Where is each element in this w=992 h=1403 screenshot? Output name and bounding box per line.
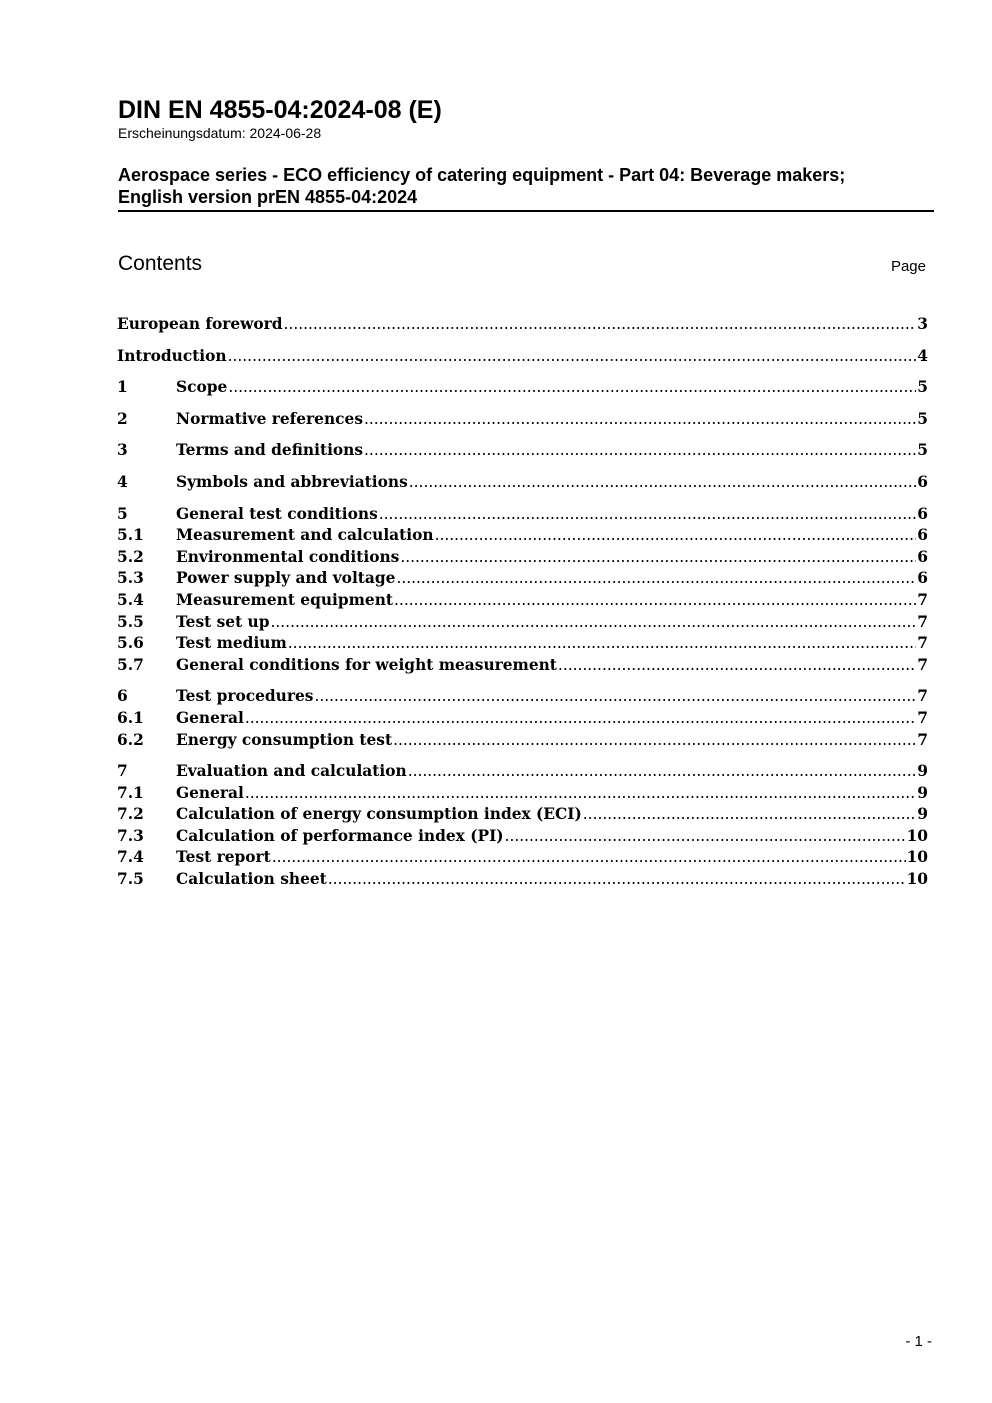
toc-entry[interactable]: [117, 708, 928, 730]
toc-entry-page: 5: [917, 378, 928, 397]
toc-dot-leader: [245, 708, 916, 730]
document-title-line-1: Aerospace series - ECO efficiency of catering equipment - Part 04: Beverage makers;: [118, 165, 846, 185]
toc-dot-leader: [396, 568, 916, 590]
toc-dot-leader: [408, 761, 917, 783]
toc-dot-leader: [583, 804, 917, 826]
toc-entry-number: 5: [117, 504, 128, 523]
toc-entry-number: 7: [117, 762, 128, 781]
toc-entry-title: Calculation of performance index (PI): [176, 826, 504, 845]
toc-entry-number: 6.1: [117, 708, 144, 727]
toc-entry-page: 9: [917, 762, 928, 781]
toc-entry[interactable]: [117, 761, 928, 783]
toc-entry-title: Calculation of energy consumption index (ECI): [176, 805, 582, 824]
toc-entry-number: 5.4: [117, 590, 144, 609]
toc-entry[interactable]: [117, 804, 928, 826]
toc-entry-number: 5.5: [117, 612, 144, 631]
toc-entry[interactable]: [117, 409, 928, 431]
toc-entry-title: Test medium: [176, 634, 287, 653]
toc-entry[interactable]: [117, 547, 928, 569]
toc-entry[interactable]: [117, 783, 928, 805]
toc-entry-title: Power supply and voltage: [176, 569, 396, 588]
toc-entry-number: 1: [117, 378, 128, 397]
toc-entry-number: 5.3: [117, 569, 144, 588]
toc-dot-leader: [245, 783, 916, 805]
toc-entry[interactable]: [117, 568, 928, 590]
toc-entry-number: 4: [117, 472, 128, 491]
toc-dot-leader: [288, 633, 917, 655]
toc-entry[interactable]: [117, 504, 928, 526]
toc-entry-number: 5.1: [117, 526, 144, 545]
toc-entry-page: 9: [917, 805, 928, 824]
toc-entry-title: Measurement and calculation: [176, 526, 434, 545]
toc-entry-page: 10: [906, 848, 928, 867]
toc-entry-title: Evaluation and calculation: [176, 762, 407, 781]
toc-entry-page: 5: [917, 441, 928, 460]
toc-entry-title: General: [176, 783, 244, 802]
toc-entry-number: 5.7: [117, 655, 144, 674]
toc-entry-title: Energy consumption test: [176, 730, 393, 749]
publication-date: Erscheinungsdatum: 2024-06-28: [118, 125, 322, 141]
toc-entry-number: 3: [117, 441, 128, 460]
document-header: [118, 96, 934, 212]
toc-dot-leader: [400, 547, 916, 569]
toc-entry-number: 7.2: [117, 805, 144, 824]
toc-entry-number: 7.3: [117, 826, 144, 845]
toc-entry[interactable]: [117, 346, 928, 368]
toc-entry-page: 6: [917, 504, 928, 523]
toc-entry-page: 7: [917, 655, 928, 674]
toc-entry-title: Symbols and abbreviations: [176, 472, 408, 491]
toc-entry-page: 7: [917, 634, 928, 653]
toc-dot-leader: [284, 314, 917, 336]
page-number: - 1 -: [905, 1333, 932, 1350]
toc-entry[interactable]: [117, 612, 928, 634]
toc-entry-number: 2: [117, 409, 128, 428]
document-title: [118, 164, 934, 212]
toc-entry[interactable]: [117, 472, 928, 494]
toc-entry-title: Test procedures: [176, 687, 314, 706]
toc-entry-number: 7.4: [117, 848, 144, 867]
toc-entry-title: Calculation sheet: [176, 870, 327, 889]
toc-entry-number: 6.2: [117, 730, 144, 749]
toc-entry-page: 6: [917, 472, 928, 491]
toc-dot-leader: [228, 377, 916, 399]
toc-entry-title: General conditions for weight measurement: [176, 655, 557, 674]
toc-entry-number: 5.2: [117, 547, 144, 566]
toc-entry-page: 6: [917, 569, 928, 588]
toc-entry-title: Introduction: [117, 346, 227, 365]
toc-entry-number: 7.5: [117, 870, 144, 889]
toc-entry-page: 10: [906, 826, 928, 845]
toc-entry[interactable]: [117, 314, 928, 336]
toc-dot-leader: [328, 869, 906, 891]
toc-dot-leader: [558, 655, 916, 677]
toc-entry-title: Test set up: [176, 612, 270, 631]
toc-entry-page: 6: [917, 526, 928, 545]
document-id: DIN EN 4855-04:2024-08 (E): [118, 96, 442, 124]
toc-entry-title: Terms and definitions: [176, 441, 364, 460]
toc-entry[interactable]: [117, 633, 928, 655]
toc-entry[interactable]: [117, 440, 928, 462]
toc-entry[interactable]: [117, 525, 928, 547]
toc-entry-title: Measurement equipment: [176, 590, 394, 609]
toc-entry-page: 3: [917, 315, 928, 333]
toc-entry[interactable]: [117, 730, 928, 752]
table-of-contents: [117, 314, 928, 891]
toc-entry-title: European foreword: [117, 315, 283, 333]
toc-dot-leader: [272, 847, 906, 869]
toc-dot-leader: [393, 730, 916, 752]
toc-dot-leader: [409, 472, 917, 494]
toc-dot-leader: [314, 686, 916, 708]
toc-entry-page: 10: [906, 870, 928, 889]
toc-entry[interactable]: [117, 826, 928, 848]
page-column-label: Page: [890, 258, 926, 275]
toc-entry-number: 5.6: [117, 634, 144, 653]
toc-dot-leader: [435, 525, 917, 547]
toc-dot-leader: [394, 590, 916, 612]
toc-dot-leader: [364, 409, 916, 431]
toc-entry-title: Environmental conditions: [176, 547, 400, 566]
toc-entry[interactable]: [117, 869, 928, 891]
toc-dot-leader: [228, 346, 917, 368]
toc-entry-page: 4: [917, 346, 928, 365]
contents-title: Contents: [118, 252, 203, 275]
toc-dot-leader: [271, 612, 917, 634]
toc-entry-title: Scope: [176, 378, 228, 397]
toc-dot-leader: [505, 826, 906, 848]
toc-entry-page: 7: [917, 687, 928, 706]
toc-dot-leader: [379, 504, 917, 526]
toc-entry[interactable]: [117, 847, 928, 869]
toc-entry-number: 7.1: [117, 783, 144, 802]
toc-entry[interactable]: [117, 655, 928, 677]
contents-heading: [118, 251, 926, 277]
toc-entry-page: 6: [917, 547, 928, 566]
toc-dot-leader: [364, 440, 916, 462]
toc-entry-page: 9: [917, 783, 928, 802]
document-title-line-2: English version prEN 4855-04:2024: [118, 187, 418, 207]
toc-entry-page: 7: [917, 590, 928, 609]
toc-entry-number: 6: [117, 687, 128, 706]
toc-entry-page: 7: [917, 612, 928, 631]
toc-entry-page: 7: [917, 730, 928, 749]
toc-entry-title: Normative references: [176, 409, 363, 428]
toc-entry[interactable]: [117, 590, 928, 612]
toc-entry-title: Test report: [176, 848, 271, 867]
toc-entry[interactable]: [117, 377, 928, 399]
toc-entry-page: 5: [917, 409, 928, 428]
toc-entry-page: 7: [917, 708, 928, 727]
toc-entry-title: General: [176, 708, 244, 727]
toc-entry-title: General test conditions: [176, 504, 378, 523]
toc-entry[interactable]: [117, 686, 928, 708]
